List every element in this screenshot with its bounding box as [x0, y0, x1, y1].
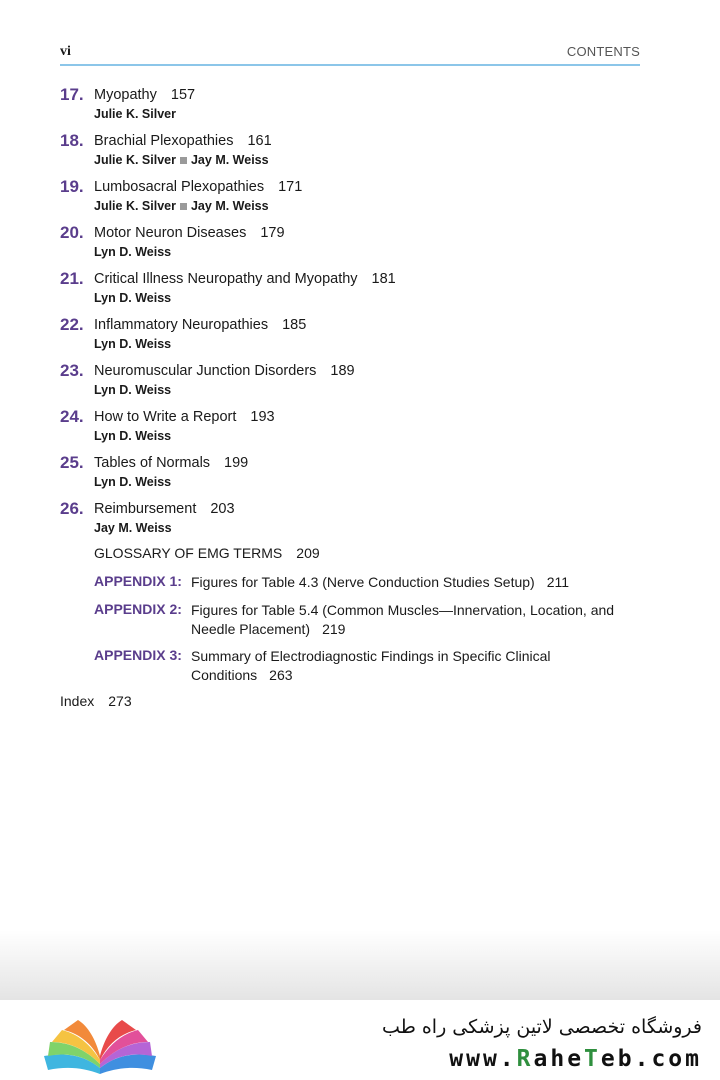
chapter-authors [94, 383, 171, 397]
chapter-number: 18. [60, 131, 84, 150]
chapter-authors [94, 291, 171, 305]
author-name: Lyn D. Weiss [94, 337, 172, 351]
url-prefix: www. [449, 1046, 517, 1072]
chapter-page: 171 [278, 179, 303, 195]
chapter-authors [94, 245, 171, 259]
chapter-authors [94, 337, 171, 351]
author-name: Julie K. Silver [94, 153, 176, 167]
author-name: Jay M. Weiss [190, 199, 269, 213]
chapter-authors [94, 153, 269, 167]
index-title: Index [60, 693, 95, 709]
appendix-label: APPENDIX 3: [94, 647, 182, 663]
index-entry[interactable] [60, 693, 132, 709]
chapter-number: 22. [60, 315, 84, 334]
author-separator-icon [180, 203, 187, 210]
toc-chapter-entry[interactable] [60, 315, 640, 361]
toc-chapter-entry[interactable] [60, 269, 640, 315]
chapter-number: 19. [60, 177, 84, 196]
appendix-page: 219 [322, 621, 346, 637]
chapter-authors [94, 107, 176, 121]
toc-chapter-entry[interactable] [60, 499, 640, 545]
running-head: CONTENTS [566, 44, 640, 59]
chapter-title: Myopathy [94, 87, 157, 103]
toc-chapter-entry[interactable] [60, 223, 640, 269]
author-name: Lyn D. Weiss [94, 383, 172, 397]
chapter-title: Lumbosacral Plexopathies [94, 179, 265, 195]
chapter-authors [94, 521, 172, 535]
appendix-label: APPENDIX 2: [94, 601, 182, 617]
chapter-authors [94, 429, 171, 443]
author-name: Jay M. Weiss [94, 521, 172, 535]
chapter-number: 25. [60, 453, 84, 472]
author-name: Lyn D. Weiss [94, 291, 172, 305]
url-mid: ahe [533, 1046, 585, 1072]
chapter-number: 17. [60, 85, 84, 104]
page-shadow [0, 930, 720, 1000]
chapter-title: How to Write a Report [94, 409, 237, 425]
chapter-page: 189 [330, 363, 355, 379]
author-name: Julie K. Silver [94, 107, 176, 121]
url-highlight: T [584, 1046, 601, 1072]
glossary-entry[interactable] [94, 545, 320, 561]
chapter-number: 26. [60, 499, 84, 518]
page-folio: vi [60, 44, 71, 59]
chapter-title: Reimbursement [94, 501, 197, 517]
author-name: Lyn D. Weiss [94, 429, 172, 443]
url-suffix: eb.com [600, 1046, 702, 1072]
appendix-page: 263 [269, 667, 293, 683]
store-url[interactable] [449, 1046, 702, 1072]
page-header [60, 44, 640, 64]
url-highlight: R [516, 1046, 534, 1072]
chapter-number: 20. [60, 223, 84, 242]
toc-chapter-entry[interactable] [60, 361, 640, 407]
chapter-page: 179 [260, 225, 285, 241]
index-page: 273 [108, 693, 132, 709]
chapter-page: 193 [250, 409, 275, 425]
chapter-page: 185 [282, 317, 307, 333]
store-banner [0, 1000, 720, 1080]
toc-chapter-entry[interactable] [60, 407, 640, 453]
chapter-number: 23. [60, 361, 84, 380]
glossary-page: 209 [296, 545, 320, 561]
chapter-number: 24. [60, 407, 84, 426]
chapter-page: 161 [247, 133, 272, 149]
author-name: Julie K. Silver [94, 199, 176, 213]
header-rule [60, 64, 640, 66]
appendix-title: Summary of Electrodiagnostic Findings in Specific Clinical Conditions [191, 648, 551, 683]
chapter-title: Inflammatory Neuropathies [94, 317, 269, 333]
glossary-title: GLOSSARY OF EMG TERMS [94, 545, 283, 561]
chapter-title: Neuromuscular Junction Disorders [94, 363, 317, 379]
author-name: Jay M. Weiss [190, 153, 269, 167]
appendix-label: APPENDIX 1: [94, 573, 182, 589]
chapter-page: 181 [371, 271, 396, 287]
chapter-page: 199 [224, 455, 249, 471]
table-of-contents [60, 85, 640, 545]
chapter-authors [94, 475, 171, 489]
open-book-logo-icon [40, 1012, 160, 1074]
author-separator-icon [180, 157, 187, 164]
author-name: Lyn D. Weiss [94, 475, 172, 489]
chapter-page: 203 [210, 501, 235, 517]
chapter-title: Brachial Plexopathies [94, 133, 234, 149]
chapter-title: Motor Neuron Diseases [94, 225, 247, 241]
chapter-title: Critical Illness Neuropathy and Myopathy [94, 271, 358, 287]
chapter-authors [94, 199, 269, 213]
store-name: فروشگاه تخصصی لاتین پزشکی راه طب [382, 1016, 702, 1038]
appendix-page: 211 [546, 574, 570, 590]
toc-chapter-entry[interactable] [60, 453, 640, 499]
appendix-title: Figures for Table 5.4 (Common Muscles—Innervation, Location, and Needle Placement) [191, 602, 615, 637]
chapter-page: 157 [170, 87, 196, 103]
toc-chapter-entry[interactable] [60, 85, 640, 131]
appendix-title: Figures for Table 4.3 (Nerve Conduction Studies Setup) [191, 574, 535, 590]
toc-chapter-entry[interactable] [60, 131, 640, 177]
chapter-number: 21. [60, 269, 84, 288]
author-name: Lyn D. Weiss [94, 245, 172, 259]
toc-chapter-entry[interactable] [60, 177, 640, 223]
chapter-title: Tables of Normals [94, 455, 211, 471]
